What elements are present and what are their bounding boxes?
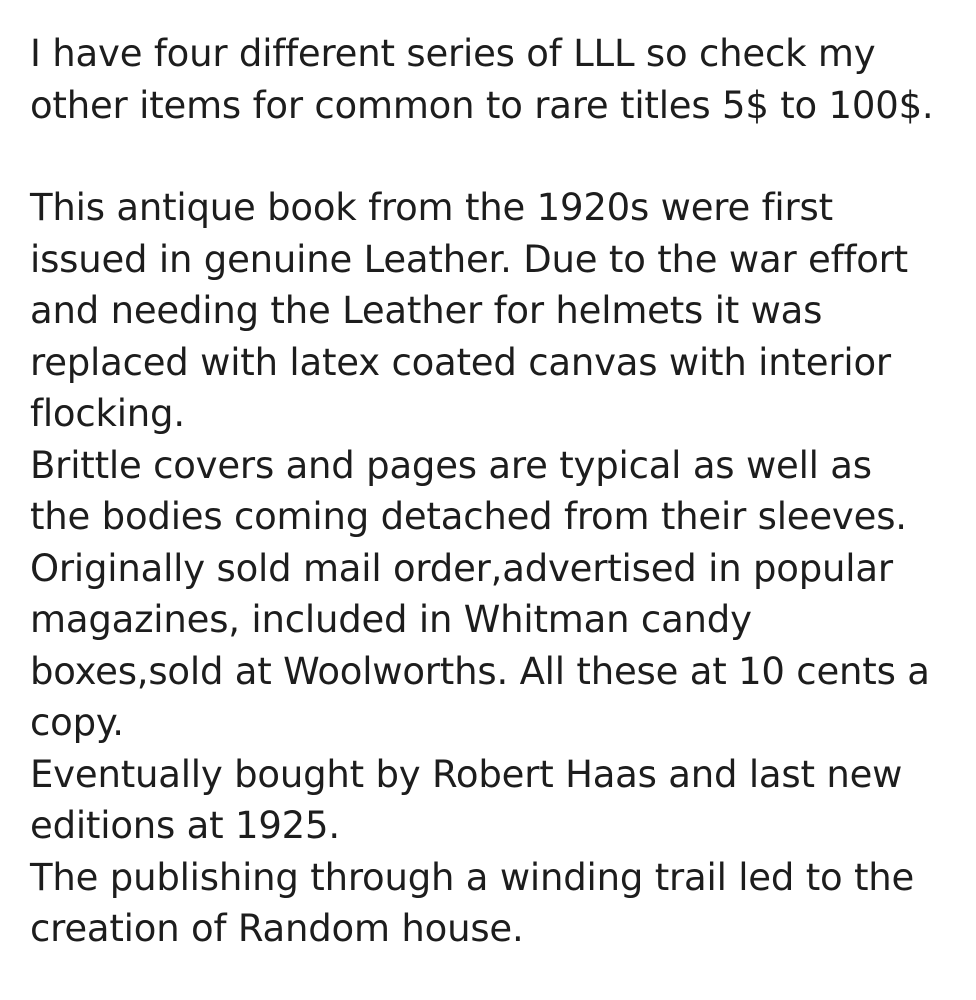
paragraph-spacer bbox=[30, 131, 942, 182]
paragraph-history: This antique book from the 1920s were first issued in genuine Leather. Due to the war effort and needing the Leather for helmets it was replaced with latex coated canvas with interior flocking. bbox=[30, 186, 920, 435]
paragraph-legacy: The publishing through a winding trail led to the creation of Random house. bbox=[30, 855, 926, 950]
paragraph-intro: I have four different series of LLL so check my other items for common to rare titles 5$ to 100$. bbox=[30, 32, 934, 127]
paragraph-ownership: Eventually bought by Robert Haas and last new editions at 1925. bbox=[30, 752, 914, 847]
paragraph-condition: Brittle covers and pages are typical as well as the bodies coming detached from their sleeves. bbox=[30, 443, 907, 538]
paragraph-distribution: Originally sold mail order,advertised in popular magazines, included in Whitman candy boxes,sold at Woolworths. All these at 10 cents a copy. bbox=[30, 546, 942, 744]
